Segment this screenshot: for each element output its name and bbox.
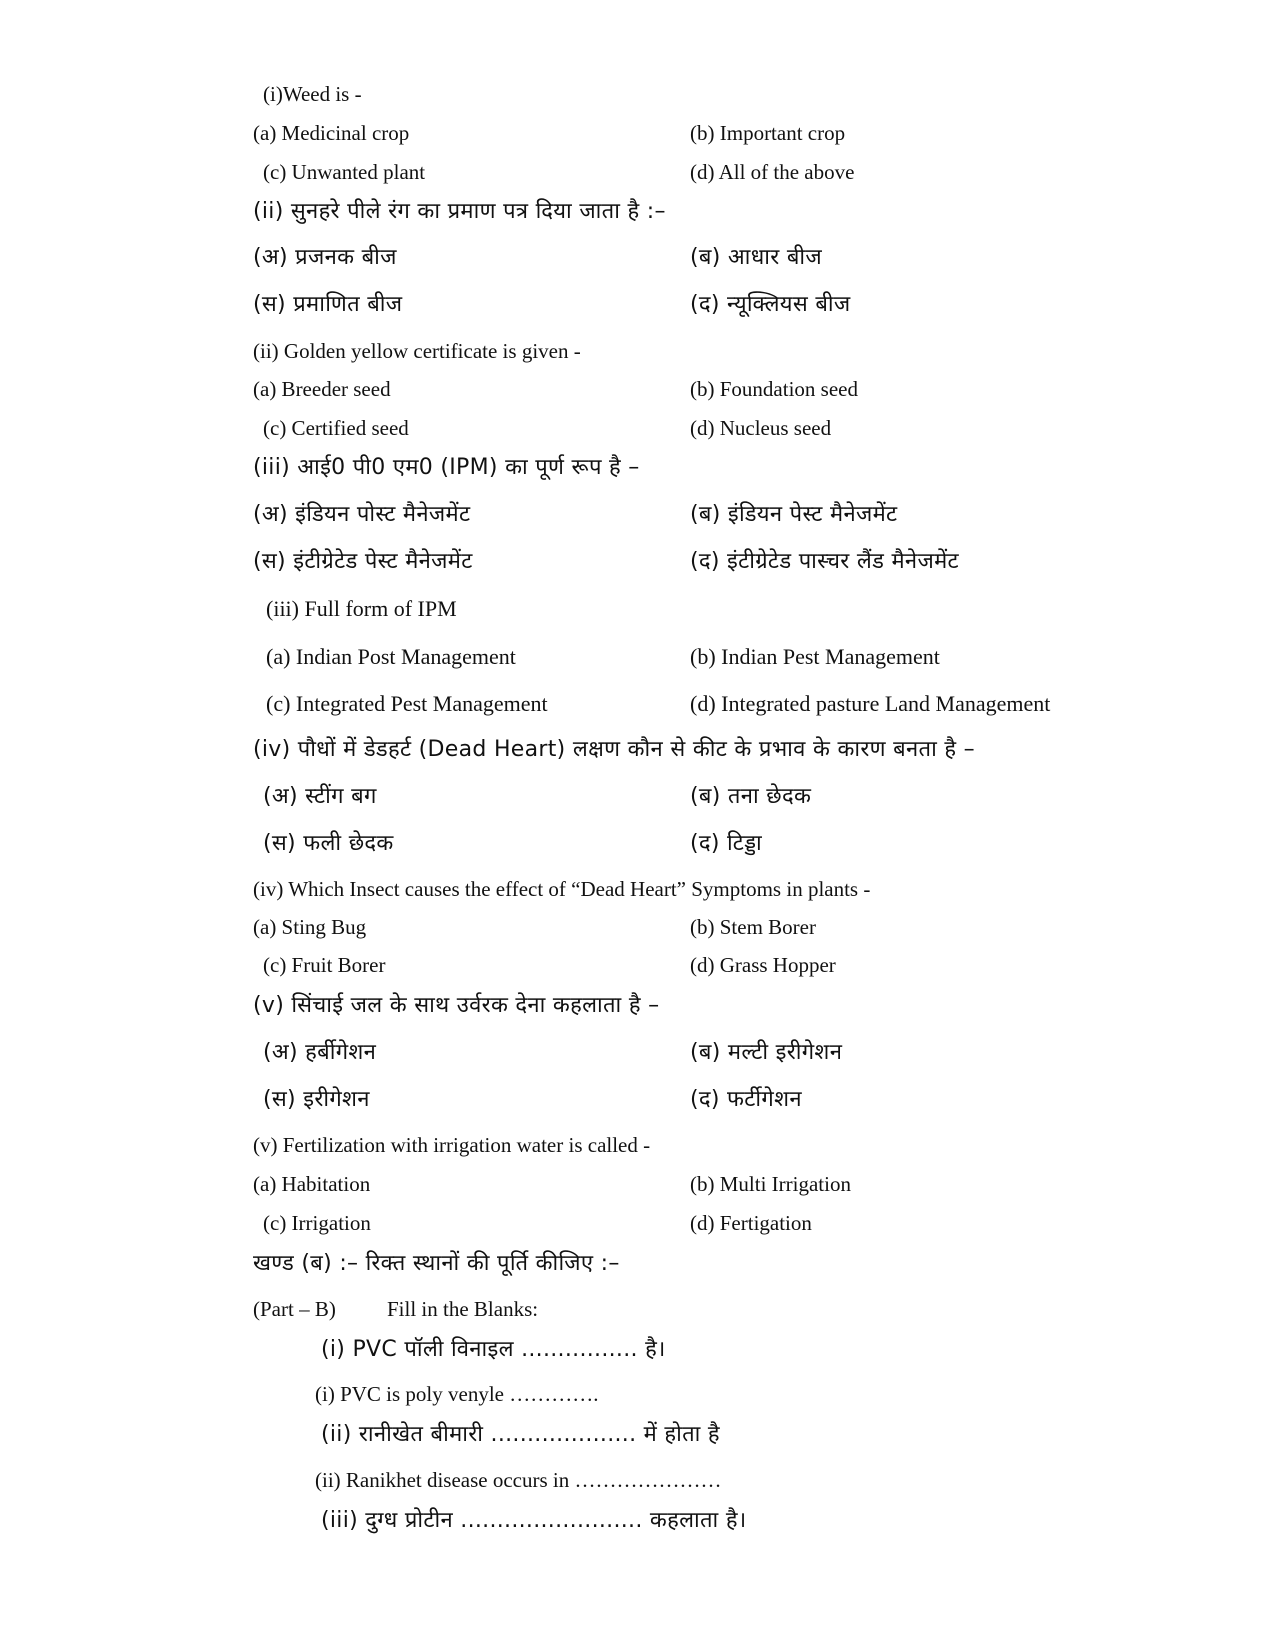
option-d: (d) All of the above	[690, 160, 855, 184]
option-b: (ब) मल्टी इरीगेशन	[690, 1040, 843, 1065]
option-a: (अ) हर्बीगेशन	[263, 1040, 377, 1065]
option-c: (c) Unwanted plant	[263, 160, 426, 184]
option-c: (स) इरीगेशन	[263, 1087, 370, 1112]
option-b: (b) Stem Borer	[690, 915, 816, 939]
q3-hi-question: (iii) आई0 पी0 एम0 (IPM) का पूर्ण रूप है –	[253, 455, 640, 480]
option-b: (ब) आधार बीज	[690, 245, 823, 270]
option-b: (b) Important crop	[690, 121, 846, 145]
option-a: (a) Habitation	[253, 1172, 371, 1196]
q1-en-question: (i)Weed is -	[263, 82, 362, 106]
fill-blank-1-hi: (i) PVC पॉली विनाइल ................ है।	[321, 1337, 666, 1362]
option-a: (a) Breeder seed	[253, 377, 391, 401]
option-d: (द) न्यूक्लियस बीज	[690, 292, 851, 317]
option-d: (d) Nucleus seed	[690, 416, 832, 440]
fill-blank-3-hi: (iii) दुग्ध प्रोटीन ......................... कहलाता है।	[321, 1508, 747, 1533]
option-c: (स) फली छेदक	[263, 831, 394, 856]
q5-en-question: (v) Fertilization with irrigation water is called -	[253, 1133, 651, 1157]
option-c: (स) प्रमाणित बीज	[253, 292, 403, 317]
option-d: (द) टिड्डा	[690, 831, 763, 856]
option-a: (अ) इंडियन पोस्ट मैनेजमेंट	[253, 502, 471, 527]
option-a: (अ) स्टींग बग	[263, 784, 377, 809]
option-c: (c) Fruit Borer	[263, 953, 386, 977]
fill-blank-1-en: (i) PVC is poly venyle ………….	[315, 1382, 599, 1406]
option-b: (b) Indian Pest Management	[690, 644, 940, 669]
q5-hi-question: (v) सिंचाई जल के साथ उर्वरक देना कहलाता है –	[253, 993, 660, 1018]
part-b-hindi-heading: खण्ड (ब) :– रिक्त स्थानों की पूर्ति कीजिए :–	[253, 1251, 620, 1276]
option-a: (a) Medicinal crop	[253, 121, 410, 145]
fill-blanks-heading: Fill in the Blanks:	[387, 1297, 539, 1321]
option-a: (अ) प्रजनक बीज	[253, 245, 397, 270]
option-c: (c) Integrated Pest Management	[266, 691, 548, 716]
option-c: (c) Irrigation	[263, 1211, 371, 1235]
fill-blank-2-en: (ii) Ranikhet disease occurs in …………………	[315, 1468, 722, 1492]
q4-hi-question: (iv) पौधों में डेडहर्ट (Dead Heart) लक्षण कौन से कीट के प्रभाव के कारण बनता है –	[253, 737, 975, 762]
option-b: (ब) इंडियन पेस्ट मैनेजमेंट	[690, 502, 898, 527]
q3-en-question: (iii) Full form of IPM	[266, 596, 457, 621]
option-c: (स) इंटीग्रेटेड पेस्ट मैनेजमेंट	[253, 549, 473, 574]
fill-blank-2-hi: (ii) रानीखेत बीमारी .................... में होता है	[321, 1422, 720, 1447]
q2-en-question: (ii) Golden yellow certificate is given -	[253, 339, 581, 363]
option-d: (d) Fertigation	[690, 1211, 812, 1235]
option-a: (a) Indian Post Management	[266, 644, 516, 669]
option-d: (द) फर्टीगेशन	[690, 1087, 802, 1112]
option-b: (b) Foundation seed	[690, 377, 858, 401]
option-d: (d) Grass Hopper	[690, 953, 836, 977]
q2-hi-question: (ii) सुनहरे पीले रंग का प्रमाण पत्र दिया जाता है :–	[253, 199, 666, 224]
q4-en-question: (iv) Which Insect causes the effect of “Dead Heart” Symptoms in plants -	[253, 877, 871, 901]
option-d: (द) इंटीग्रेटेड पास्चर लैंड मैनेजमेंट	[690, 549, 959, 574]
option-c: (c) Certified seed	[263, 416, 409, 440]
part-b-label: (Part – B)	[253, 1297, 336, 1321]
option-a: (a) Sting Bug	[253, 915, 367, 939]
option-b: (ब) तना छेदक	[690, 784, 812, 809]
option-b: (b) Multi Irrigation	[690, 1172, 851, 1196]
option-d: (d) Integrated pasture Land Management	[690, 691, 1051, 716]
